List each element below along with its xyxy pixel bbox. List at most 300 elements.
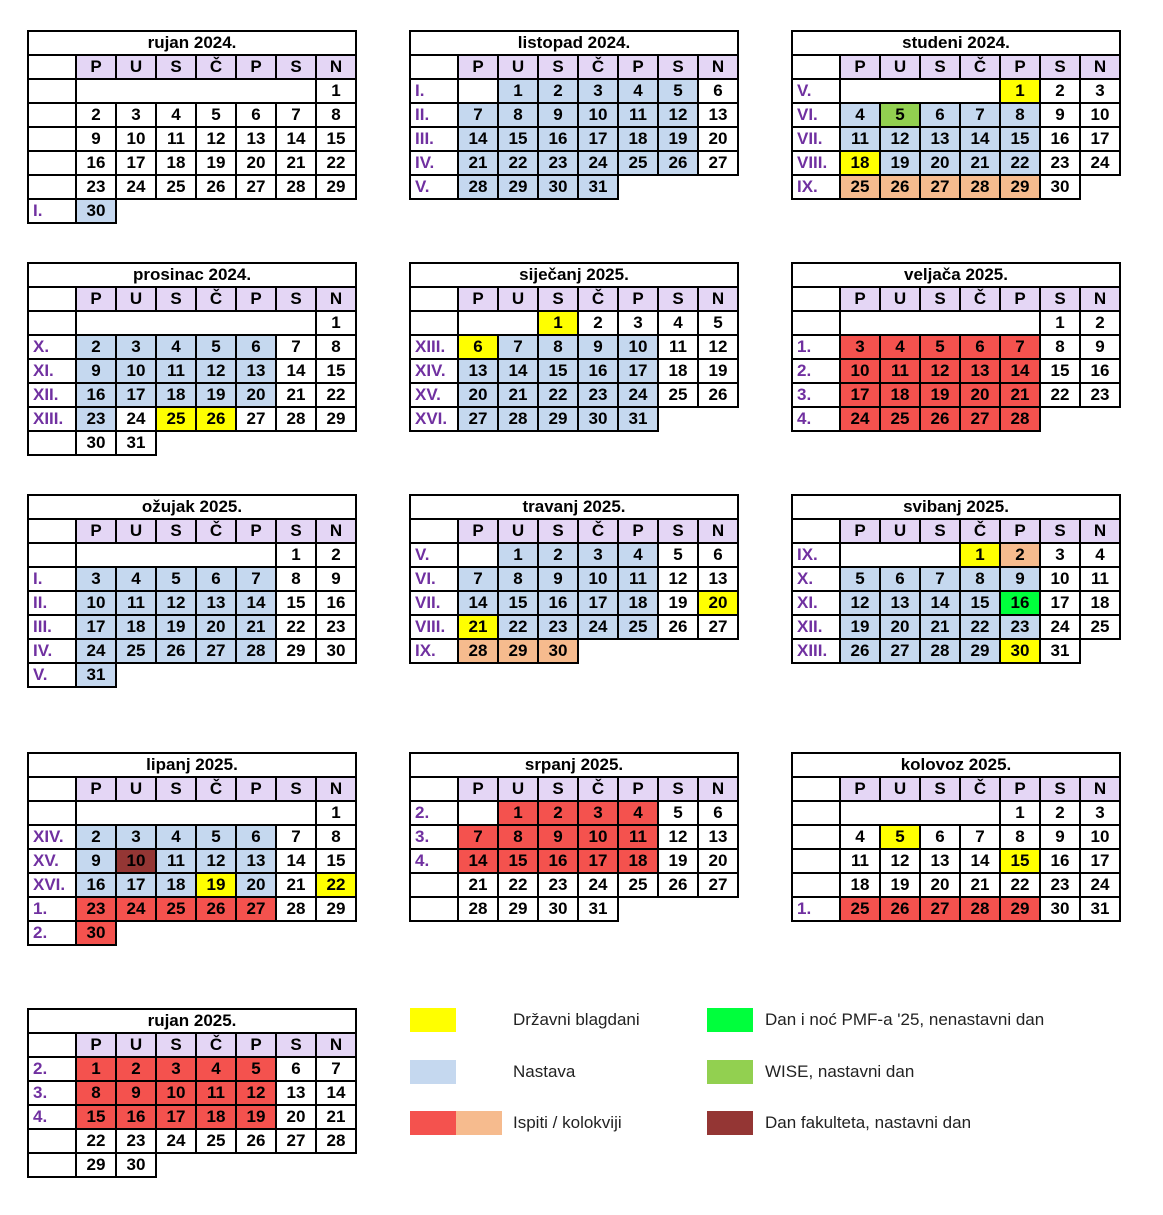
day-cell: 9 [76, 849, 116, 873]
weekday-header: P [840, 55, 880, 79]
day-cell: 17 [578, 591, 618, 615]
day-cell: 3 [116, 825, 156, 849]
day-cell: 28 [1000, 407, 1040, 431]
week-row [28, 873, 356, 897]
weekday-header: P [236, 1033, 276, 1057]
week-row [28, 359, 356, 383]
week-row [28, 1105, 356, 1129]
day-cell: 23 [116, 1129, 156, 1153]
day-cell: 6 [698, 79, 738, 103]
day-cell: 4 [618, 79, 658, 103]
week-row [28, 431, 356, 455]
day-cell: 30 [538, 897, 578, 921]
day-cell [920, 311, 960, 335]
day-cell: 17 [76, 615, 116, 639]
empty-cell [236, 663, 276, 687]
day-cell: 6 [960, 335, 1000, 359]
week-number [792, 801, 840, 825]
week-row [410, 359, 738, 383]
day-cell [116, 801, 156, 825]
week-number: XVI. [410, 407, 458, 431]
day-cell: 7 [458, 825, 498, 849]
day-cell: 24 [578, 873, 618, 897]
weekday-header: P [458, 287, 498, 311]
week-number [410, 897, 458, 921]
week-row [410, 127, 738, 151]
weekday-header: P [236, 519, 276, 543]
weekday-header: P [618, 777, 658, 801]
empty-cell [196, 663, 236, 687]
week-row [792, 311, 1120, 335]
day-cell: 6 [698, 543, 738, 567]
day-cell: 25 [840, 175, 880, 199]
week-number [28, 543, 76, 567]
day-cell: 20 [698, 849, 738, 873]
week-number: 1. [792, 897, 840, 921]
legend-swatch [707, 1060, 753, 1084]
day-cell: 12 [880, 127, 920, 151]
day-cell: 6 [236, 335, 276, 359]
day-cell [960, 801, 1000, 825]
week-row [792, 543, 1120, 567]
day-cell: 12 [156, 591, 196, 615]
week-row [28, 921, 356, 945]
week-header-blank [28, 519, 76, 543]
day-cell: 10 [840, 359, 880, 383]
day-cell: 4 [618, 801, 658, 825]
empty-cell [698, 639, 738, 663]
weekday-header: P [1000, 777, 1040, 801]
week-row [410, 543, 738, 567]
week-number: III. [410, 127, 458, 151]
legend-label: Državni blagdani [513, 1010, 640, 1029]
day-cell [76, 543, 116, 567]
day-cell: 14 [276, 359, 316, 383]
empty-cell [316, 1153, 356, 1177]
day-cell: 1 [276, 543, 316, 567]
week-row [410, 849, 738, 873]
day-cell: 4 [116, 567, 156, 591]
day-cell: 11 [840, 849, 880, 873]
day-cell: 1 [498, 801, 538, 825]
week-number: XVI. [28, 873, 76, 897]
weekday-header: Č [578, 777, 618, 801]
day-cell [498, 311, 538, 335]
day-cell: 7 [276, 103, 316, 127]
day-cell: 24 [116, 175, 156, 199]
weekday-header: Č [578, 519, 618, 543]
day-cell: 16 [116, 1105, 156, 1129]
week-row [28, 663, 356, 687]
day-cell: 6 [920, 825, 960, 849]
day-cell: 25 [1080, 615, 1120, 639]
day-cell [236, 801, 276, 825]
day-cell: 18 [840, 151, 880, 175]
weekday-header: P [458, 519, 498, 543]
day-cell: 11 [156, 359, 196, 383]
day-cell [196, 79, 236, 103]
week-number [410, 873, 458, 897]
day-cell: 28 [960, 897, 1000, 921]
day-cell: 20 [880, 615, 920, 639]
week-row [410, 873, 738, 897]
week-number [28, 175, 76, 199]
day-cell: 28 [276, 407, 316, 431]
empty-cell [276, 199, 316, 223]
weekday-header: P [76, 519, 116, 543]
day-cell: 14 [276, 127, 316, 151]
week-row [410, 151, 738, 175]
day-cell [236, 543, 276, 567]
day-cell: 29 [960, 639, 1000, 663]
day-cell: 5 [196, 335, 236, 359]
week-row [28, 543, 356, 567]
empty-cell [1040, 407, 1080, 431]
week-number [28, 801, 76, 825]
empty-cell [1080, 175, 1120, 199]
day-cell: 13 [236, 359, 276, 383]
day-cell: 27 [196, 639, 236, 663]
day-cell: 29 [498, 897, 538, 921]
empty-cell [156, 199, 196, 223]
week-row [792, 79, 1120, 103]
day-cell: 22 [498, 151, 538, 175]
day-cell: 12 [658, 825, 698, 849]
week-row [410, 103, 738, 127]
month-title: veljača 2025. [792, 263, 1120, 287]
weekday-header: S [156, 287, 196, 311]
weekday-header: P [236, 287, 276, 311]
day-cell: 22 [316, 151, 356, 175]
day-cell: 29 [1000, 175, 1040, 199]
day-cell: 26 [196, 407, 236, 431]
month-calendar [409, 752, 739, 922]
day-cell: 29 [316, 175, 356, 199]
day-cell [196, 543, 236, 567]
weekday-header: Č [960, 55, 1000, 79]
week-row [28, 567, 356, 591]
day-cell: 30 [116, 1153, 156, 1177]
weekday-header: S [156, 1033, 196, 1057]
day-cell: 24 [840, 407, 880, 431]
week-row [792, 873, 1120, 897]
day-cell: 3 [1040, 543, 1080, 567]
day-cell: 10 [156, 1081, 196, 1105]
day-cell: 11 [880, 359, 920, 383]
day-cell: 30 [1040, 175, 1080, 199]
day-cell: 26 [658, 151, 698, 175]
day-cell: 23 [538, 151, 578, 175]
week-header-blank [410, 519, 458, 543]
day-cell: 6 [698, 801, 738, 825]
weekday-header: P [458, 777, 498, 801]
day-cell: 27 [920, 175, 960, 199]
empty-cell [658, 407, 698, 431]
weekday-header: P [618, 287, 658, 311]
day-cell: 13 [698, 825, 738, 849]
day-cell: 24 [156, 1129, 196, 1153]
day-cell: 10 [116, 359, 156, 383]
month-title: studeni 2024. [792, 31, 1120, 55]
day-cell: 17 [1040, 591, 1080, 615]
day-cell: 11 [618, 825, 658, 849]
day-cell: 9 [538, 103, 578, 127]
month-calendar [27, 752, 357, 946]
day-cell: 25 [116, 639, 156, 663]
day-cell: 27 [920, 897, 960, 921]
day-cell: 5 [840, 567, 880, 591]
weekday-header: P [840, 287, 880, 311]
week-number: IX. [792, 543, 840, 567]
day-cell: 21 [236, 615, 276, 639]
day-cell: 18 [840, 873, 880, 897]
day-cell: 1 [1040, 311, 1080, 335]
weekday-header: Č [196, 777, 236, 801]
day-cell: 28 [458, 175, 498, 199]
day-cell: 19 [880, 151, 920, 175]
empty-cell [276, 431, 316, 455]
day-cell: 18 [156, 873, 196, 897]
day-cell: 1 [538, 311, 578, 335]
week-number [792, 849, 840, 873]
weekday-header: Č [578, 55, 618, 79]
day-cell: 16 [538, 591, 578, 615]
day-cell: 6 [880, 567, 920, 591]
week-header-blank [410, 287, 458, 311]
day-cell: 18 [880, 383, 920, 407]
weekday-header: P [76, 1033, 116, 1057]
day-cell: 28 [458, 897, 498, 921]
weekday-header: S [1040, 519, 1080, 543]
day-cell: 15 [276, 591, 316, 615]
day-cell: 8 [960, 567, 1000, 591]
week-row [792, 407, 1120, 431]
day-cell: 5 [658, 801, 698, 825]
week-number [410, 311, 458, 335]
weekday-header: N [1080, 777, 1120, 801]
day-cell: 21 [960, 151, 1000, 175]
day-cell: 10 [116, 849, 156, 873]
day-cell: 1 [498, 79, 538, 103]
day-cell: 2 [76, 825, 116, 849]
day-cell: 3 [840, 335, 880, 359]
day-cell: 17 [116, 151, 156, 175]
weekday-header: Č [196, 1033, 236, 1057]
week-number: 4. [410, 849, 458, 873]
week-row [792, 639, 1120, 663]
day-cell: 27 [458, 407, 498, 431]
month-title: srpanj 2025. [410, 753, 738, 777]
day-cell: 9 [538, 567, 578, 591]
day-cell: 13 [196, 591, 236, 615]
week-number [792, 873, 840, 897]
day-cell: 11 [658, 335, 698, 359]
day-cell: 21 [276, 151, 316, 175]
day-cell: 14 [316, 1081, 356, 1105]
day-cell: 23 [76, 897, 116, 921]
day-cell: 11 [156, 127, 196, 151]
day-cell: 4 [1080, 543, 1120, 567]
week-number: I. [28, 567, 76, 591]
legend-swatch [707, 1111, 753, 1135]
day-cell: 5 [236, 1057, 276, 1081]
week-number: V. [792, 79, 840, 103]
day-cell: 4 [658, 311, 698, 335]
day-cell [880, 543, 920, 567]
week-number: XI. [28, 359, 76, 383]
day-cell: 23 [538, 615, 578, 639]
week-number: VII. [792, 127, 840, 151]
day-cell [458, 311, 498, 335]
day-cell [236, 79, 276, 103]
day-cell [840, 79, 880, 103]
legend-label: Nastava [513, 1062, 576, 1081]
empty-cell [658, 897, 698, 921]
day-cell: 8 [498, 825, 538, 849]
weekday-header: S [156, 55, 196, 79]
day-cell: 30 [76, 199, 116, 223]
weekday-header: S [156, 519, 196, 543]
day-cell: 14 [276, 849, 316, 873]
week-row [28, 335, 356, 359]
week-number: III. [28, 615, 76, 639]
weekday-header: N [1080, 287, 1120, 311]
day-cell: 28 [498, 407, 538, 431]
week-row [28, 825, 356, 849]
empty-cell [196, 921, 236, 945]
day-cell: 18 [1080, 591, 1120, 615]
day-cell: 21 [316, 1105, 356, 1129]
day-cell: 18 [116, 615, 156, 639]
day-cell: 22 [316, 383, 356, 407]
day-cell: 15 [498, 591, 538, 615]
month-calendar [791, 262, 1121, 432]
day-cell: 16 [1040, 849, 1080, 873]
day-cell: 31 [116, 431, 156, 455]
week-number: IV. [28, 639, 76, 663]
week-row [28, 79, 356, 103]
week-row [410, 383, 738, 407]
day-cell [1000, 311, 1040, 335]
day-cell: 30 [538, 175, 578, 199]
weekday-header: P [618, 519, 658, 543]
week-row [792, 801, 1120, 825]
weekday-header: P [1000, 519, 1040, 543]
day-cell: 17 [116, 383, 156, 407]
day-cell: 10 [1040, 567, 1080, 591]
day-cell: 20 [276, 1105, 316, 1129]
weekday-header: Č [960, 287, 1000, 311]
day-cell: 26 [920, 407, 960, 431]
week-row [28, 1153, 356, 1177]
day-cell: 3 [156, 1057, 196, 1081]
empty-cell [618, 175, 658, 199]
week-row [410, 897, 738, 921]
week-row [28, 615, 356, 639]
week-row [28, 199, 356, 223]
day-cell: 20 [236, 151, 276, 175]
day-cell: 24 [116, 407, 156, 431]
weekday-header: U [880, 777, 920, 801]
week-number: 2. [792, 359, 840, 383]
day-cell: 3 [1080, 801, 1120, 825]
day-cell: 5 [920, 335, 960, 359]
weekday-header: Č [196, 287, 236, 311]
day-cell: 10 [116, 127, 156, 151]
week-number: VIII. [792, 151, 840, 175]
day-cell: 3 [116, 103, 156, 127]
week-row [792, 567, 1120, 591]
day-cell: 30 [1040, 897, 1080, 921]
day-cell: 4 [840, 103, 880, 127]
day-cell: 1 [1000, 79, 1040, 103]
month-calendar [27, 30, 357, 224]
week-number [28, 79, 76, 103]
day-cell: 20 [920, 873, 960, 897]
week-row [792, 825, 1120, 849]
day-cell: 16 [76, 151, 116, 175]
day-cell: 30 [76, 921, 116, 945]
weekday-header: S [920, 519, 960, 543]
day-cell: 22 [960, 615, 1000, 639]
day-cell: 30 [538, 639, 578, 663]
day-cell: 9 [1040, 103, 1080, 127]
day-cell: 17 [840, 383, 880, 407]
weekday-header: N [316, 287, 356, 311]
day-cell: 19 [196, 383, 236, 407]
day-cell: 27 [698, 615, 738, 639]
day-cell: 12 [236, 1081, 276, 1105]
day-cell: 19 [698, 359, 738, 383]
day-cell: 10 [618, 335, 658, 359]
day-cell: 4 [156, 825, 196, 849]
day-cell: 1 [316, 311, 356, 335]
day-cell: 2 [538, 543, 578, 567]
day-cell: 14 [236, 591, 276, 615]
weekday-header: U [116, 777, 156, 801]
day-cell: 9 [76, 359, 116, 383]
day-cell: 9 [1080, 335, 1120, 359]
day-cell: 7 [960, 825, 1000, 849]
day-cell: 18 [658, 359, 698, 383]
day-cell: 27 [880, 639, 920, 663]
weekday-header: S [920, 287, 960, 311]
week-row [28, 151, 356, 175]
day-cell: 11 [1080, 567, 1120, 591]
week-number: XIII. [28, 407, 76, 431]
day-cell: 10 [578, 825, 618, 849]
legend-label: Dan i noć PMF-a '25, nenastavni dan [765, 1010, 1045, 1029]
day-cell: 11 [618, 103, 658, 127]
week-number: X. [28, 335, 76, 359]
week-header-blank [792, 777, 840, 801]
day-cell: 24 [618, 383, 658, 407]
weekday-header: U [498, 777, 538, 801]
weekday-header: P [840, 777, 880, 801]
day-cell: 23 [1040, 873, 1080, 897]
day-cell: 25 [658, 383, 698, 407]
day-cell: 16 [316, 591, 356, 615]
day-cell: 8 [538, 335, 578, 359]
day-cell: 20 [236, 383, 276, 407]
month-title: rujan 2024. [28, 31, 356, 55]
weekday-header: S [658, 777, 698, 801]
week-row [410, 335, 738, 359]
day-cell: 18 [618, 591, 658, 615]
day-cell: 15 [1000, 849, 1040, 873]
day-cell: 28 [920, 639, 960, 663]
day-cell: 7 [458, 103, 498, 127]
